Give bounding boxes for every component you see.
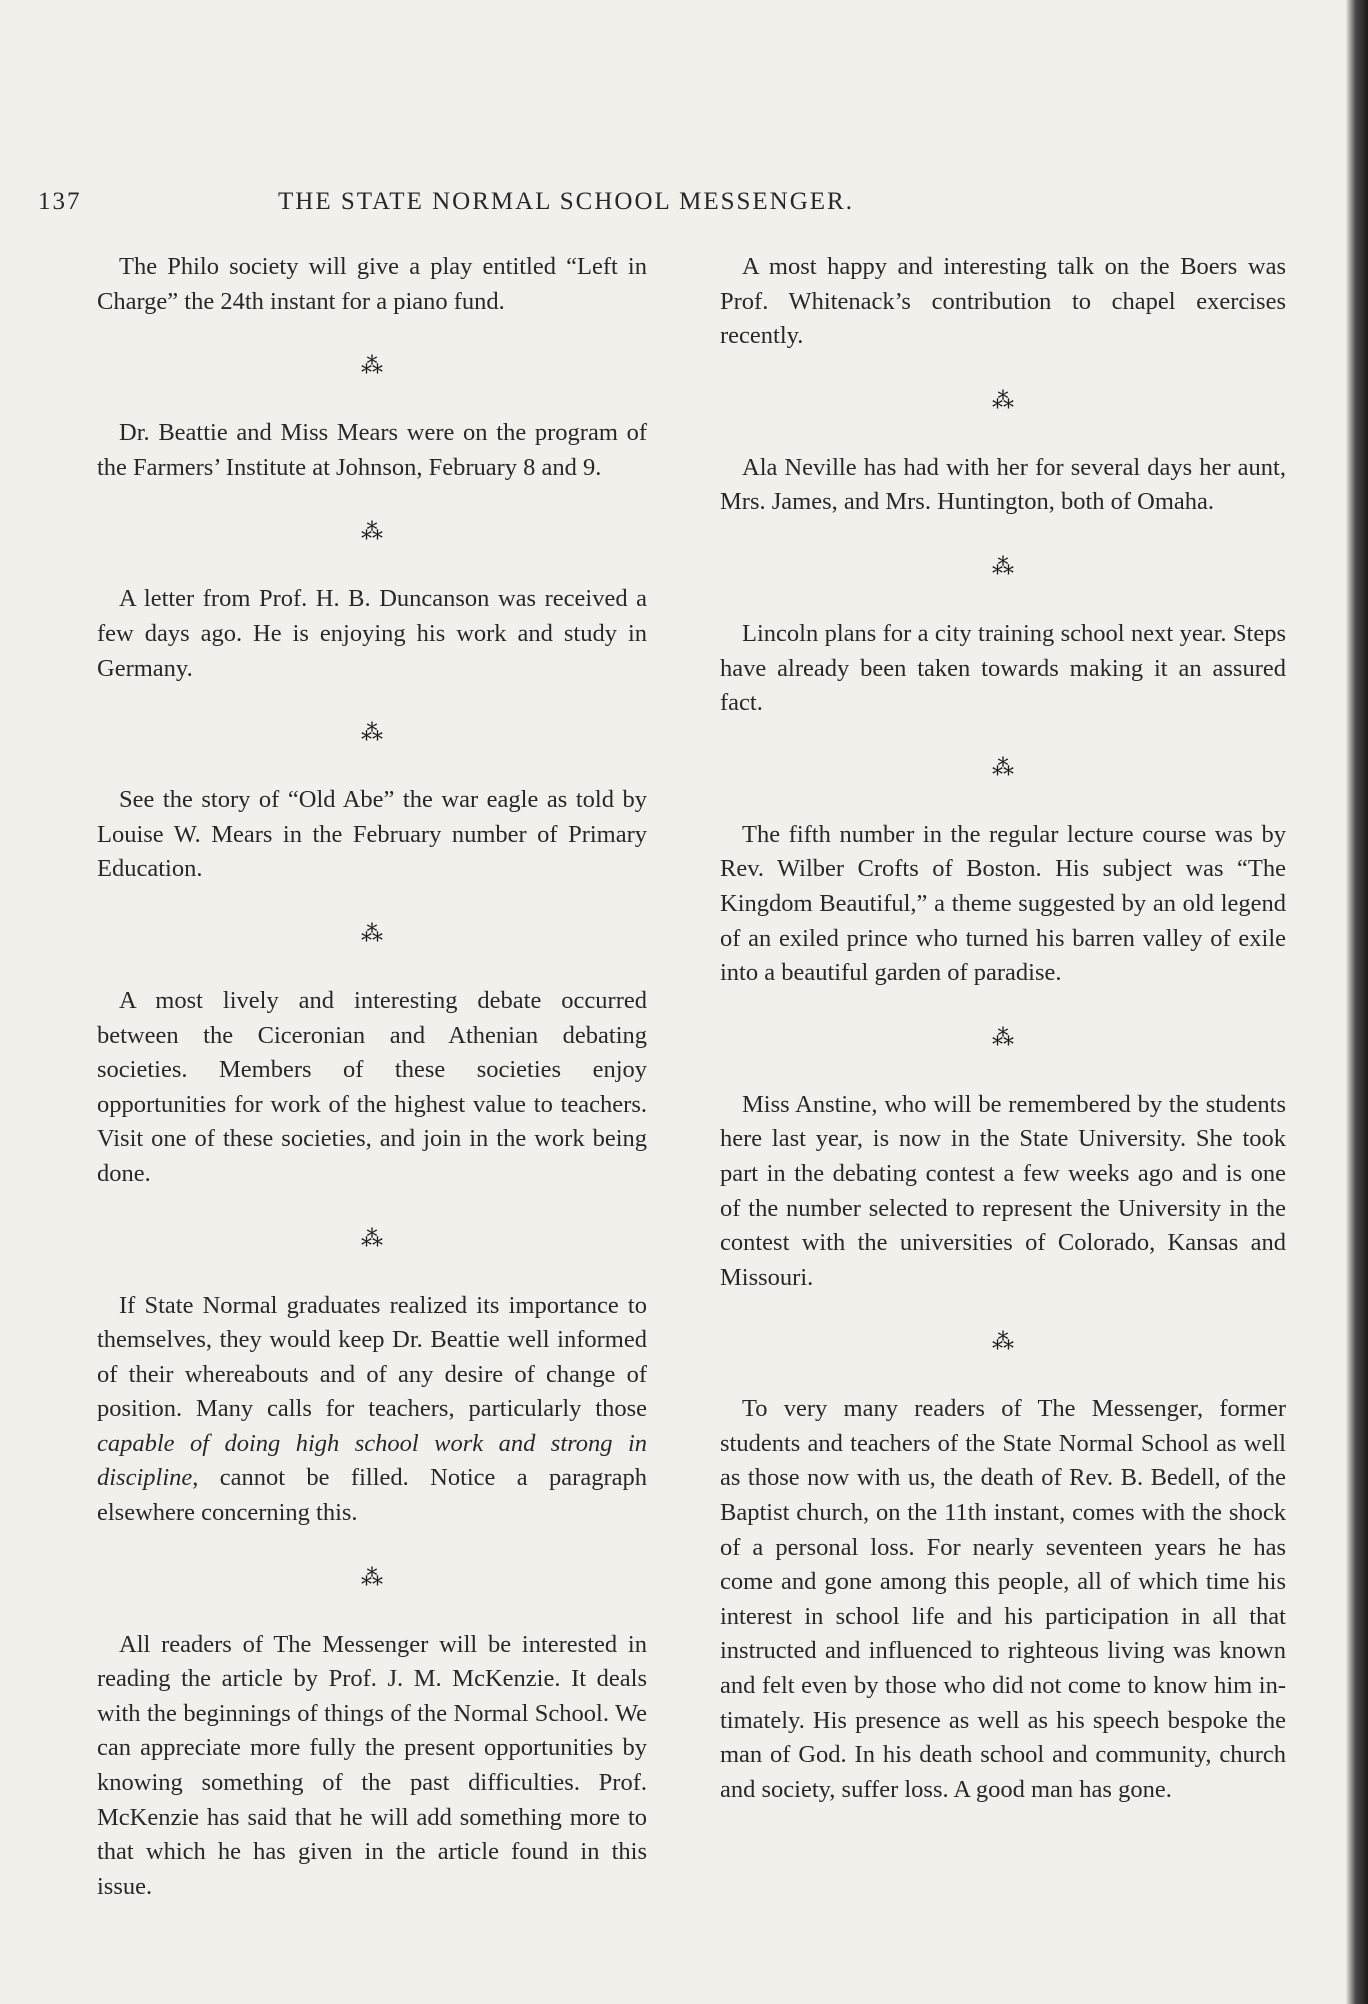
news-item: Miss Anstine, who will be remembered by the students here last year, is now in the State University. She took part in the debating contest a few weeks ago and is one of the number selected to represent the University in the contest with the universities of Colorado, Kansas and Missouri. [720,1090,1286,1291]
ornament-separator-icon: ⁂ [361,1564,383,1590]
news-item [97,1289,647,1531]
page-binding-shadow [1346,0,1368,2004]
publication-title: THE STATE NORMAL SCHOOL MESSENGER. [278,188,854,215]
ornament-separator-icon: ⁂ [992,387,1014,413]
right-column [720,250,1286,1807]
ornament-separator-icon: ⁂ [361,920,383,946]
ornament-separator-icon: ⁂ [992,754,1014,780]
news-item: Lincoln plans for a city training school next year. Steps have already been taken towards making it an assured fact. [720,619,1286,717]
ornament-separator-icon: ⁂ [361,519,383,545]
ornament-separator-icon: ⁂ [361,353,383,379]
ornament-separator-icon: ⁂ [992,1024,1014,1050]
ornament-separator-icon: ⁂ [361,720,383,746]
left-column [97,250,647,1904]
ornament-separator-icon: ⁂ [992,1329,1014,1355]
news-item: The Philo society will give a play entitled “Left in Charge” the 24th instant for a piano fund. [97,253,647,315]
page-number: 137 [38,188,82,215]
news-item: Ala Neville has had with her for several days her aunt, Mrs. James, and Mrs. Huntington, both of Omaha. [720,453,1286,516]
news-item: A most lively and interesting debate occurred between the Ciceronian and Athenian debating societies. Members of these societies enjoy opportunities for work of the highest value to teachers. Visit one of these societies, and join in the work being done. [97,986,647,1187]
news-item: A letter from Prof. H. B. Duncanson was received a few days ago. He is enjoying his work and study in Germany. [97,585,647,682]
news-text: , cannot be filled. Notice a paragraph elsewhere concerning this. [97,1464,647,1527]
news-item: The fifth number in the regular lecture course was by Rev. Wilber Crofts of Boston. His subject was “The Kingdom Beautiful,” a theme suggested by an old legend of an exiled prince who turned his barren valley of exile into a beautiful garden of paradise. [720,820,1286,987]
news-item: A most happy and interesting talk on the Boers was Prof. Whitenack’s contribution to chapel exercises recently. [720,253,1286,350]
news-item: Dr. Beattie and Miss Mears were on the program of the Farmers’ Institute at Johnson, February 8 and 9. [97,419,647,481]
news-item: All readers of The Messenger will be interested in reading the article by Prof. J. M. McKenzie. It deals with the beginnings of things of the Normal School. We can appreciate more fully the present opportunities by knowing something of the past difficulties. Prof. McKenzie has said that he will add something more to that which he has given in the article found in this issue. [97,1630,647,1900]
news-italic-text: capable of doing high school work and strong in discipline [97,1429,647,1492]
ornament-separator-icon: ⁂ [361,1225,383,1251]
news-text: If State Normal graduates realized its importance to themselves, they would keep Dr. Beattie well informed of their whereabouts and of any desire of change of position. Many calls for teachers, particularly those [97,1291,647,1423]
ornament-separator-icon: ⁂ [992,553,1014,579]
news-item: See the story of “Old Abe” the war eagle as told by Louise W. Mears in the February number of Primary Education. [97,786,647,883]
news-item: To very many readers of The Messenger, former students and teachers of the State Normal School as well as those now with us, the death of Rev. B. Bedell, of the Baptist church, on the 11th instant, comes with the shock of a personal loss. For nearly seventeen years he has come and gone among this people, all of which time his interest in school life and his participation in all that instructed and influenced to righteous living was known and felt even by those who did not come to know him intimately. His presence as well as his speech bespoke the man of God. In his death school and community, church and society, suffer loss. A good man has gone. [720,1395,1286,1803]
